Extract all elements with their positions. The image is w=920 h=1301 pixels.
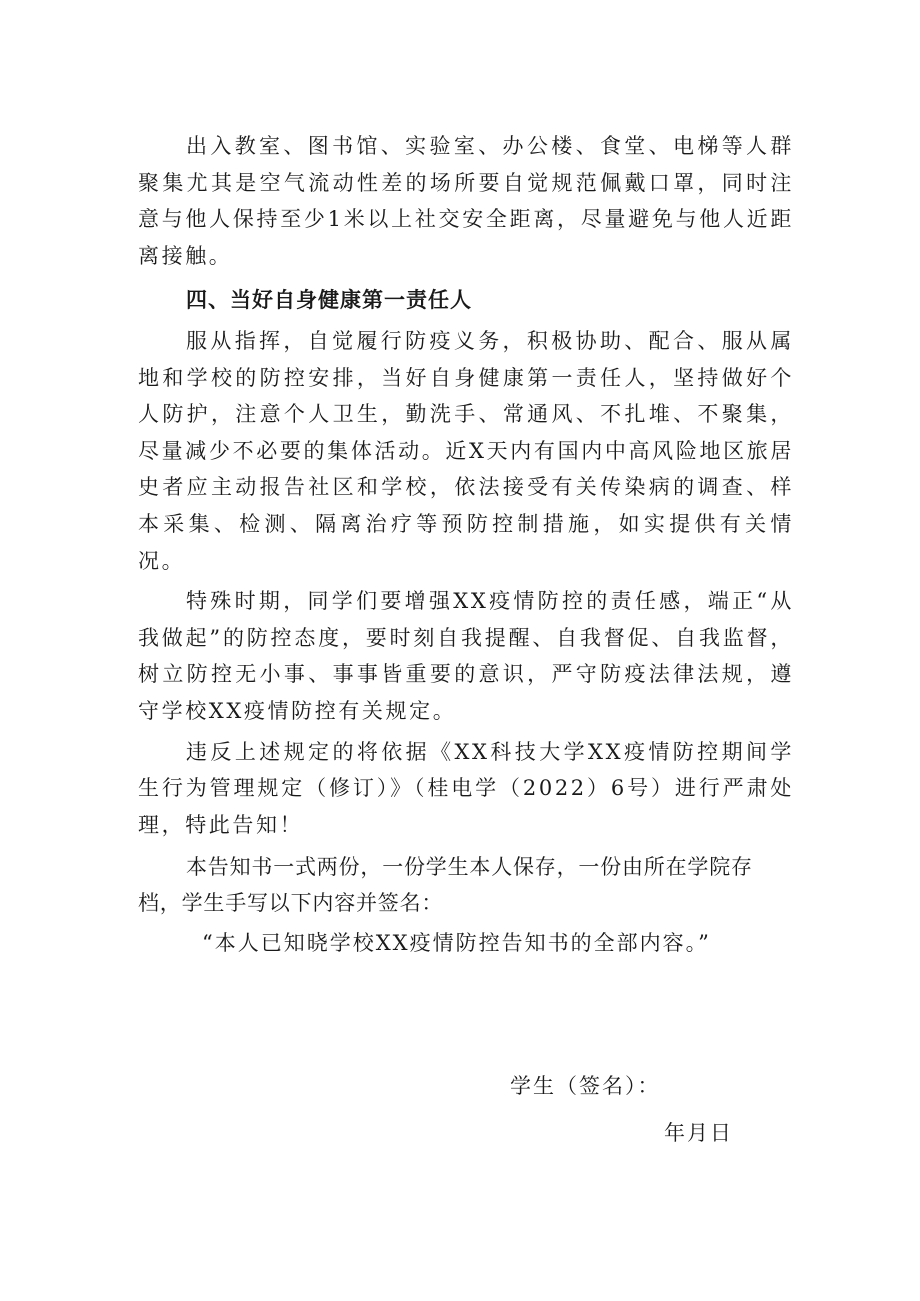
section-heading-4: 四、当好自身健康第一责任人 <box>186 288 472 313</box>
document-body <box>138 128 794 961</box>
signature-label: 学生（签名）： <box>510 1074 661 1098</box>
paragraph-violation: 违反上述规定的将依据《XX科技大学XX疫情防控期间学生行为管理规定（修订）》（桂电学（2022）6号）进行严肃处理，特此告知！ <box>138 739 794 837</box>
date-label: 年月日 <box>664 1121 733 1145</box>
acknowledgement-quote: “本人已知晓学校XX疫情防控告知书的全部内容。” <box>202 931 711 956</box>
notice-paragraph: 本告知书一式两份，一份学生本人保存，一份由所在学院存档，学生手写以下内容并签名： <box>138 855 753 916</box>
paragraph-health-responsibility: 服从指挥，自觉履行防疫义务，积极协助、配合、服从属地和学校的防控安排，当好自身健康第一责任人，坚持做好个人防护，注意个人卫生，勤洗手、常通风、不扎堆、不聚集，尽量减少不必要的集体活动。近X天内有国内中高风险地区旅居史者应主动报告社区和学校，依法接受有关传染病的调查、样本采集、检测、隔离治疗等预防控制措施，如实提供有关情况。 <box>138 328 794 573</box>
paragraph-special-period: 特殊时期，同学们要增强XX疫情防控的责任感，端正“从我做起”的防控态度，要时刻自我提醒、自我督促、自我监督，树立防控无小事、事事皆重要的意识，严守防疫法律法规，遵守学校XX疫情防控有关规定。 <box>138 589 794 723</box>
paragraph-mask-rules: 出入教室、图书馆、实验室、办公楼、食堂、电梯等人群聚集尤其是空气流动性差的场所要自觉规范佩戴口罩，同时注意与他人保持至少1米以上社交安全距离，尽量避免与他人近距离接触。 <box>138 134 794 268</box>
